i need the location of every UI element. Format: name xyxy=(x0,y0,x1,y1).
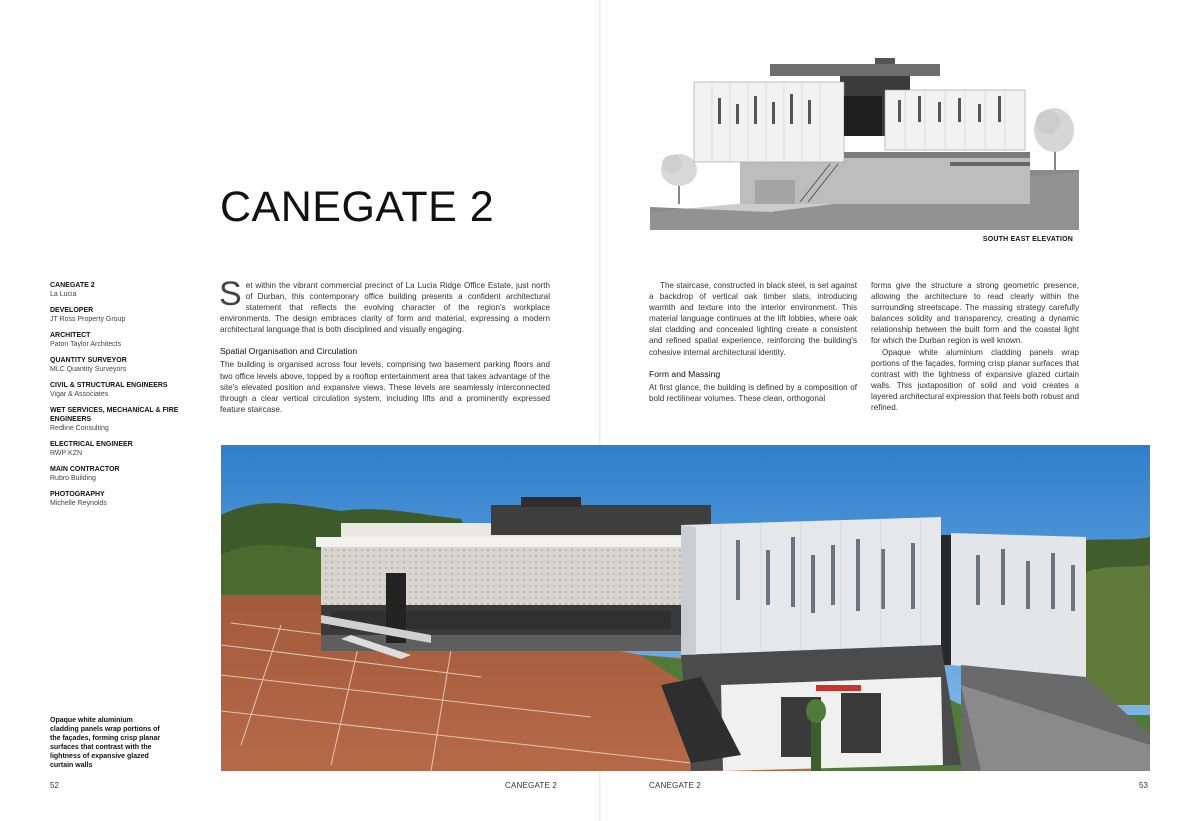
paragraph-form: At first glance, the building is defined by a composition of bold rectilinear volumes. These clean, orthogonal xyxy=(649,382,857,403)
credit-role: MAIN CONTRACTOR xyxy=(50,466,120,473)
credit-name: Rubro Building xyxy=(50,475,96,482)
credit-item xyxy=(50,381,210,399)
credit-role: DEVELOPER xyxy=(50,307,94,314)
credit-item xyxy=(50,356,210,374)
drop-cap: S xyxy=(219,275,242,313)
intro-text: et within the vibrant commercial precinct of La Lucia Ridge Office Estate, just north of Durban, this contemporary office building presents a confident architectural statement that reflects the evolving character of the region's workplace environments. The design embraces clarity of form and material, expressing a modern architectural language that is both disciplined and visually engaging. xyxy=(220,281,550,335)
south-east-elevation-drawing xyxy=(650,52,1079,230)
article-title: CANEGATE 2 xyxy=(220,183,495,231)
credit-item xyxy=(50,281,210,299)
credit-name: Redline Consulting xyxy=(50,425,109,432)
running-title-right: CANEGATE 2 xyxy=(649,781,702,790)
elevation-svg xyxy=(650,52,1079,230)
credit-item xyxy=(50,306,210,324)
elevation-caption: SOUTH EAST ELEVATION xyxy=(982,236,1073,243)
tree-left xyxy=(661,154,697,204)
photo-caption: Opaque white aluminium cladding panels wrap portions of the façades, forming crisp planar surfaces that contrast with the lightness of expansive glazed curtain walls xyxy=(50,717,161,769)
credit-name: Paton Taylor Architects xyxy=(50,341,122,348)
page-number-left: 52 xyxy=(50,781,59,790)
credit-name: JT Ross Property Group xyxy=(50,316,126,323)
credit-role: ELECTRICAL ENGINEER xyxy=(50,441,133,448)
credit-role: CANEGATE 2 xyxy=(50,282,95,289)
paragraph-staircase: The staircase, constructed in black steel, is set against a backdrop of vertical oak timber slats, introducing warmth and texture into the interior environment. This material language continues at the lift lobbies, where oak slat cladding and concealed lighting create a consistent and refined spatial experience, reinforcing the building's cohesive internal architectural identity. xyxy=(649,281,857,357)
page-number-right: 53 xyxy=(1139,781,1148,790)
article-column-3 xyxy=(871,280,1079,413)
article-column-2 xyxy=(649,280,857,404)
building-photograph xyxy=(221,445,1150,771)
credit-role: QUANTITY SURVEYOR xyxy=(50,357,127,364)
intro-paragraph xyxy=(219,275,550,335)
credit-role: CIVIL & STRUCTURAL ENGINEERS xyxy=(50,382,168,389)
credit-name: La Lucia xyxy=(50,291,77,298)
credit-name: MLC Quantity Surveyors xyxy=(50,366,127,373)
credit-item xyxy=(50,406,210,433)
credit-item xyxy=(50,465,210,483)
credit-role: PHOTOGRAPHY xyxy=(50,491,105,498)
running-title-left: CANEGATE 2 xyxy=(505,781,558,790)
credit-item xyxy=(50,331,210,349)
photo-svg xyxy=(221,445,1150,771)
credit-item xyxy=(50,440,210,458)
credit-role: WET SERVICES, MECHANICAL & FIRE ENGINEERS xyxy=(50,407,179,423)
credit-name: RWP KZN xyxy=(50,450,83,457)
article-column-1 xyxy=(219,275,550,415)
credit-role: ARCHITECT xyxy=(50,332,91,339)
section-heading-spatial: Spatial Organisation and Circulation xyxy=(220,346,358,357)
credit-name: Vigar & Associates xyxy=(50,391,109,398)
paragraph-spatial: The building is organised across four levels, comprising two basement parking floors and two office levels above, topped by a rooftop entertainment area that takes advantage of the site's elevated position and expansive views. These levels are seamlessly interconnected through a clear vertical circulation system, including lifts and a prominently expressed feature staircase. xyxy=(220,360,550,414)
section-heading-form: Form and Massing xyxy=(649,368,721,379)
credit-name: Michelle Reynolds xyxy=(50,500,107,507)
credit-item xyxy=(50,490,210,508)
tree-right xyxy=(1034,108,1074,172)
credits-list xyxy=(50,281,210,515)
paragraph-form-continued: forms give the structure a strong geometric presence, allowing the architecture to read clearly within the surrounding streetscape. The massing strategy carefully balances solidity and transparency, creating a dynamic relationship between the built form and the coastal light for which the Durban region is well known. xyxy=(871,281,1079,346)
paragraph-cladding: Opaque white aluminium cladding panels wrap portions of the façades, forming crisp planar surfaces that contrast with the lightness of expansive glazed curtain walls. This juxtaposition of solid and void creates a layered architectural expression that feels both robust and refined. xyxy=(871,347,1079,413)
